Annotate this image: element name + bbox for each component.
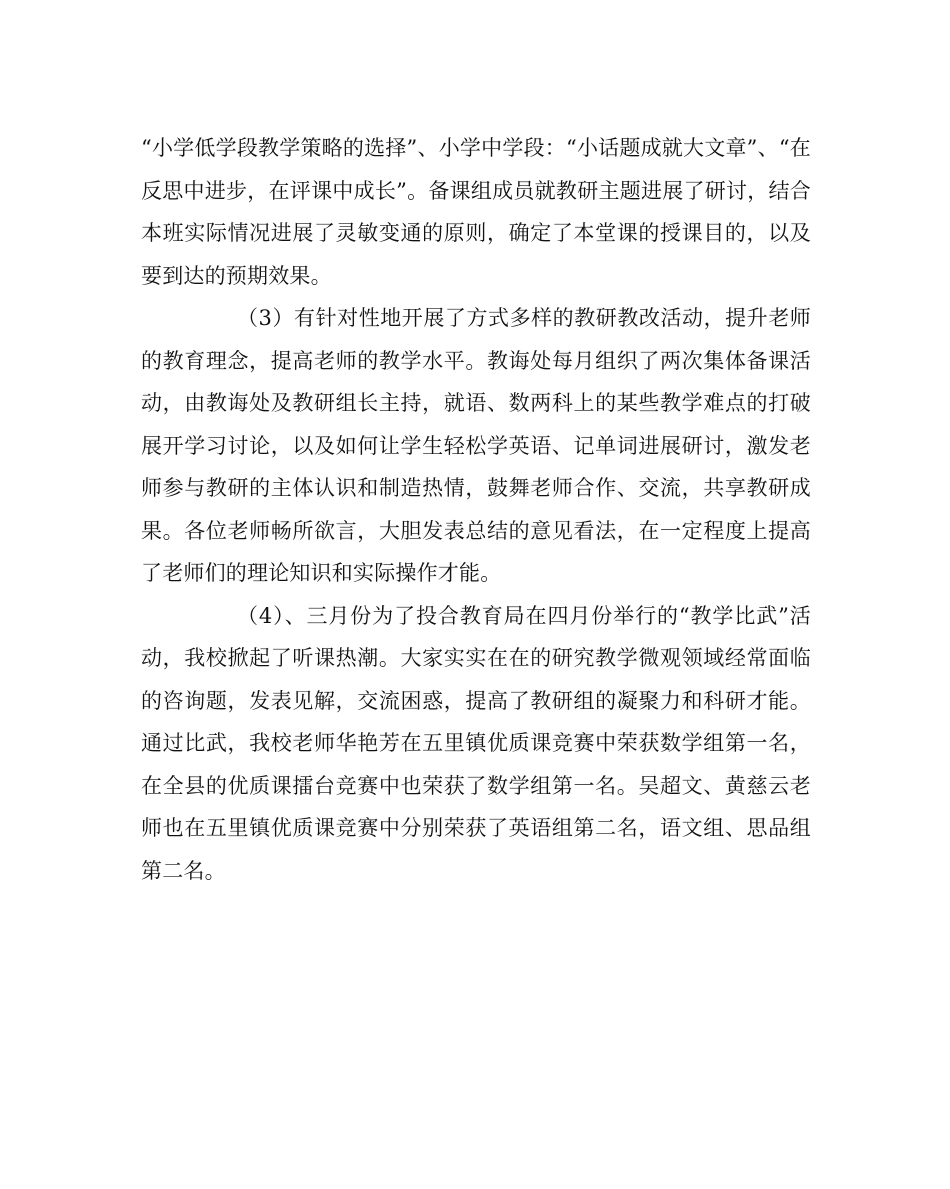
paragraph-item-3: （3）有针对性地开展了方式多样的教研教改活动，提升老师的教育理念，提高老师的教学水平。教诲处每月组织了两次集体备课活动，由教诲处及教研组长主持，就语、数两科上的某些教学难点的打破展开学习讨论，以及如何让学生轻松学英语、记单词进展研讨，激发老师参与教研的主体认识和制造热情，鼓舞老师合作、交流，共享教研成果。各位老师畅所欲言，大胆发表总结的意见看法，在一定程度上提高了老师们的理论知识和实际操作才能。 (141, 306, 811, 585)
document-body (141, 127, 811, 892)
paragraph-item-4: （4）、三月份为了投合教育局在四月份举行的“教学比武”活动，我校掀起了听课热潮。大家实实在在的研究教学微观领域经常面临的咨询题，发表见解，交流困惑，提高了教研组的凝聚力和科研才能。通过比武，我校老师华艳芳在五里镇优质课竞赛中荣获数学组第一名，在全县的优质课擂台竞赛中也荣获了数学组第一名。吴超文、黄慈云老师也在五里镇优质课竞赛中分别荣获了英语组第二名，语文组、思品组第二名。 (141, 603, 811, 883)
paragraph-continuation: “小学低学段教学策略的选择”、小学中学段：“小话题成就大文章”、“在反思中进步，在评课中成长”。备课组成员就教研主题进展了研讨，结合本班实际情况进展了灵敏变通的原则，确定了本堂课的授课目的，以及要到达的预期效果。 (141, 136, 811, 288)
